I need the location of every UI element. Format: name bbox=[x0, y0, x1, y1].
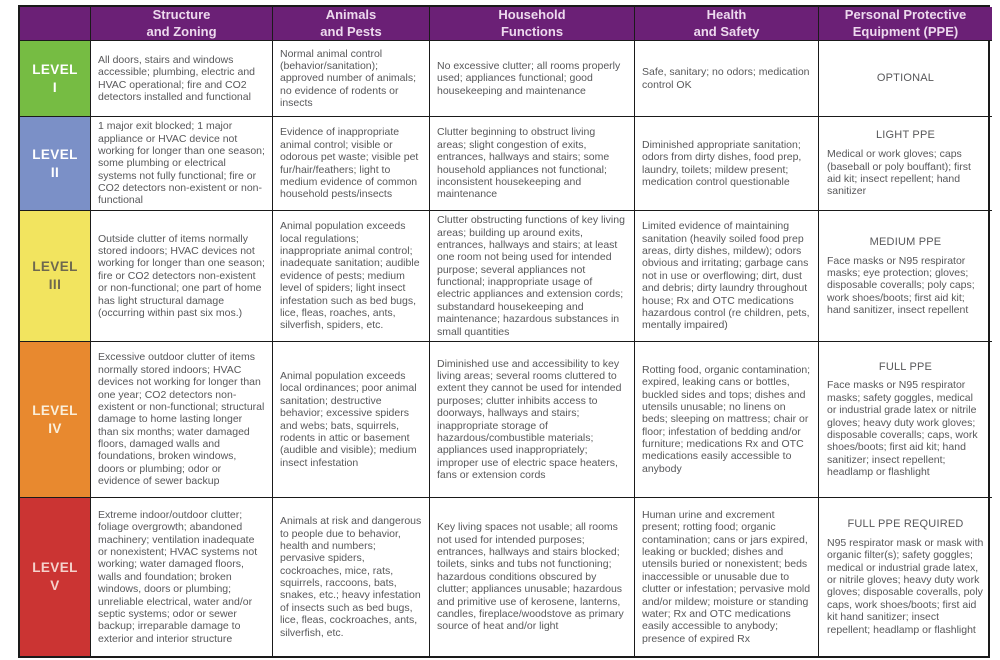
level-5-label bbox=[20, 498, 91, 656]
level-3-household-text: Clutter obstructing functions of key living areas; building up around exits, entrances, hallways and stairs; at least one room not being used for intended purpose; several appliances not functional; inappropriate usage of electric appliances and extension cords; substandard housekeeping and maintenance; hazardous substances in small quantities bbox=[437, 214, 625, 338]
level-5-structure-text: Extreme indoor/outdoor clutter; foliage overgrowth; abandoned machinery; ventilation inadequate or nonexistent; HVAC systems not working; water damaged floors, walls and foundation; broken windows, doors or plumbing; unreliable electrical, water and/or septic systems; odor or sewer backup; irreparable damage to exterior and interior structure bbox=[98, 508, 258, 645]
cell-level-5-health bbox=[635, 498, 819, 656]
hoarding-scale-table bbox=[18, 5, 990, 658]
level-4-animals-text: Animal population exceeds local ordinances; poor animal sanitation; destructive behavior; excessive spiders and webs; bats, squirrels, rodents in attic or basement (audible and visible); medium insect infestation bbox=[280, 370, 417, 469]
level-5-numeral: V bbox=[50, 578, 60, 593]
cell-level-1-structure bbox=[91, 41, 273, 117]
header-ppe-line1: Personal Protective bbox=[844, 7, 967, 23]
header-cell-health bbox=[635, 7, 819, 41]
level-4-household-text: Diminished use and accessibility to key living areas; several rooms cluttered to extent they cannot be used for intended purposes; clutter inhibits access to doorways, hallways and stairs; inappropriate storage of hazardous/combustible materials; appliances used inappropriately; improper use of electric space heaters, fans or extension cords bbox=[437, 357, 622, 481]
level-1-label bbox=[20, 41, 91, 117]
cell-level-5-structure bbox=[91, 498, 273, 656]
level-1-ppe-heading: OPTIONAL bbox=[876, 72, 935, 85]
header-cell-structure bbox=[91, 7, 273, 41]
level-2-household-text: Clutter beginning to obstruct living areas; slight congestion of exits, entrances, hallways and stairs; some household appliances not functional; inconsistent housekeeping and maintenance bbox=[437, 126, 610, 201]
level-1-animals-text: Normal animal control (behavior/sanitation); approved number of animals; no evidence of rodents or insects bbox=[280, 47, 416, 110]
level-2-word: LEVEL bbox=[32, 146, 78, 162]
level-4-structure-text: Excessive outdoor clutter of items normally stored indoors; HVAC devices not working for longer than one year; CO2 detectors non-existent or non-functional; structural damage to home lasting longer than six months; water damaged floors, damaged walls and foundations, broken windows, doors or plumbing; odor or evidence of sewer backup bbox=[98, 351, 265, 488]
cell-level-3-structure bbox=[91, 211, 273, 342]
cell-level-2-structure bbox=[91, 117, 273, 211]
cell-level-4-ppe bbox=[819, 342, 992, 498]
level-1-word: LEVEL bbox=[32, 61, 78, 77]
cell-level-4-animals bbox=[273, 342, 430, 498]
level-2-ppe-heading: LIGHT PPE bbox=[875, 129, 936, 142]
level-3-animals-text: Animal population exceeds local regulations; inappropriate animal control; inadequate sanitation; audible evidence of pests; medium level of spiders; light insect infestation such as bed bugs, lice, fleas, roaches, ants, silverfish, spiders, etc. bbox=[280, 220, 420, 332]
level-5-ppe-heading: FULL PPE REQUIRED bbox=[847, 518, 964, 531]
cell-level-1-animals bbox=[273, 41, 430, 117]
header-health-line2: and Safety bbox=[693, 23, 760, 39]
level-4-ppe-heading: FULL PPE bbox=[878, 360, 933, 373]
level-3-word: LEVEL bbox=[32, 259, 78, 275]
level-5-health-text: Human urine and excrement present; rotting food; organic contamination; cans or jars expired, leaking or buckled; dishes and utensils buried or nonexistent; beds inaccessible or unusable due to clutter or infestation; pervasive mold and/or mildew; moisture or standing water; Rx and OTC medications easily accessible to anybody; presence of expired Rx bbox=[642, 508, 811, 645]
header-cell-ppe bbox=[819, 7, 992, 41]
cell-level-3-household bbox=[430, 211, 635, 342]
header-cell-household bbox=[430, 7, 635, 41]
cell-level-5-ppe bbox=[819, 498, 992, 656]
corner-cell bbox=[20, 7, 91, 41]
header-household-line2: Functions bbox=[500, 23, 564, 39]
level-4-health-text: Rotting food, organic contamination; expired, leaking cans or bottles, buckled sides and tops; dishes and utensils unusable; no linens on beds; sleeping on mattress; chair or floor; infestation of bedding and/or furniture; medications Rx and OTC medications easily accessible to anybody bbox=[642, 363, 811, 475]
level-1-household-text: No excessive clutter; all rooms properly used; appliances functional; good housekeeping and maintenance bbox=[437, 59, 621, 97]
header-cell-animals bbox=[273, 7, 430, 41]
header-household-line1: Household bbox=[498, 7, 566, 23]
level-5-household-text: Key living spaces not usable; all rooms not used for intended purposes; entrances, hallways and stairs blocked; toilets, sinks and tubs not functioning; hazardous conditions obscured by clutter; appliances unusable; hazardous and primitive use of kerosene, lanterns, candles, fireplace/woodstove as primary source of heat and/or light bbox=[437, 521, 624, 633]
cell-level-4-health bbox=[635, 342, 819, 498]
cell-level-4-structure bbox=[91, 342, 273, 498]
level-2-health-text: Diminished appropriate sanitation; odors from dirty dishes, food prep, laundry, toilets; mildew present; medication control questionable bbox=[642, 138, 802, 188]
level-1-numeral: I bbox=[52, 79, 58, 95]
level-4-numeral: IV bbox=[48, 420, 62, 436]
level-2-animals-text: Evidence of inappropriate animal control; visible or odorous pet waste; visible pet fur/hair/feathers; light to medium evidence of common household pests/insects bbox=[280, 126, 419, 201]
level-3-health-text: Limited evidence of maintaining sanitation (heavily soiled food prep areas, dirty dishes, mildew); odors obvious and irritating; garbage cans not in use or overflowing; dirt, dust and debris; dirty laundry throughout house; Rx and OTC medications hazardous control (re children, pets, mentally impaired) bbox=[642, 220, 810, 332]
level-3-numeral: III bbox=[48, 277, 62, 292]
cell-level-5-household bbox=[430, 498, 635, 656]
level-4-ppe-body: Face masks or N95 respirator masks; safety goggles, medical or industrial grade latex or nitrile gloves; heavy duty work gloves; disposable coveralls; caps, work shoes/boots; first aid kit; hand sanitizer; insect repellent; headlamp or flashlight bbox=[827, 379, 978, 479]
level-3-ppe-heading: MEDIUM PPE bbox=[869, 235, 942, 248]
level-2-structure-text: 1 major exit blocked; 1 major appliance or HVAC device not working for longer than one season; some plumbing or electrical systems not fully functional; fire or CO2 detectors non-existent or non-functional bbox=[98, 120, 265, 207]
header-ppe-line2: Equipment (PPE) bbox=[852, 23, 959, 39]
level-5-animals-text: Animals at risk and dangerous to people due to behavior, health and numbers; pervasive spiders, cockroaches, mice, rats, squirrels, raccoons, bats, snakes, etc.; heavy infestation of insects such as bed bugs, lice, fleas, cockroaches, ants, silverfish, etc. bbox=[280, 515, 422, 639]
level-5-ppe-body: N95 respirator mask or mask with organic filter(s); safety goggles; medical or industrial grade latex, or nitrile gloves; heavy duty work gloves; disposable coveralls, poly caps, work shoes/boots; first aid kit hand sanitizer; insect repellent; headlamp or flashlight bbox=[827, 536, 984, 636]
level-4-label bbox=[20, 342, 91, 498]
cell-level-2-ppe bbox=[819, 117, 992, 211]
header-animals-line2: and Pests bbox=[320, 23, 382, 39]
cell-level-1-household bbox=[430, 41, 635, 117]
level-3-label bbox=[20, 211, 91, 342]
header-animals-line1: Animals bbox=[325, 7, 377, 23]
level-5-word: LEVEL bbox=[32, 560, 78, 576]
header-structure-line1: Structure bbox=[152, 7, 211, 23]
level-3-structure-text: Outside clutter of items normally stored indoors; HVAC devices not working for longer than one season; fire or CO2 detectors non-existent or non-functional; one part of home has light structural damage (occurring within past six mos.) bbox=[98, 232, 265, 319]
level-1-health-text: Safe, sanitary; no odors; medication control OK bbox=[642, 66, 810, 91]
cell-level-1-health bbox=[635, 41, 819, 117]
level-4-word: LEVEL bbox=[32, 402, 78, 418]
cell-level-2-animals bbox=[273, 117, 430, 211]
level-2-ppe-body: Medical or work gloves; caps (baseball or poly bouffant); first aid kit; insect repellent; hand sanitizer bbox=[827, 148, 971, 198]
level-3-ppe-body: Face masks or N95 respirator masks; eye protection; gloves; disposable coveralls; poly caps; work shoes/boots; first aid kit; hand sanitizer, insect repellent bbox=[827, 254, 975, 317]
header-health-line1: Health bbox=[706, 7, 747, 23]
cell-level-1-ppe bbox=[819, 41, 992, 117]
level-1-structure-text: All doors, stairs and windows accessible; plumbing, electric and HVAC operational; fire and CO2 detectors installed and functional bbox=[98, 53, 255, 103]
cell-level-3-ppe bbox=[819, 211, 992, 342]
level-2-numeral: II bbox=[50, 164, 60, 180]
cell-level-4-household bbox=[430, 342, 635, 498]
cell-level-2-health bbox=[635, 117, 819, 211]
cell-level-2-household bbox=[430, 117, 635, 211]
level-2-label bbox=[20, 117, 91, 211]
header-structure-line2: and Zoning bbox=[146, 23, 217, 39]
cell-level-3-health bbox=[635, 211, 819, 342]
cell-level-5-animals bbox=[273, 498, 430, 656]
cell-level-3-animals bbox=[273, 211, 430, 342]
